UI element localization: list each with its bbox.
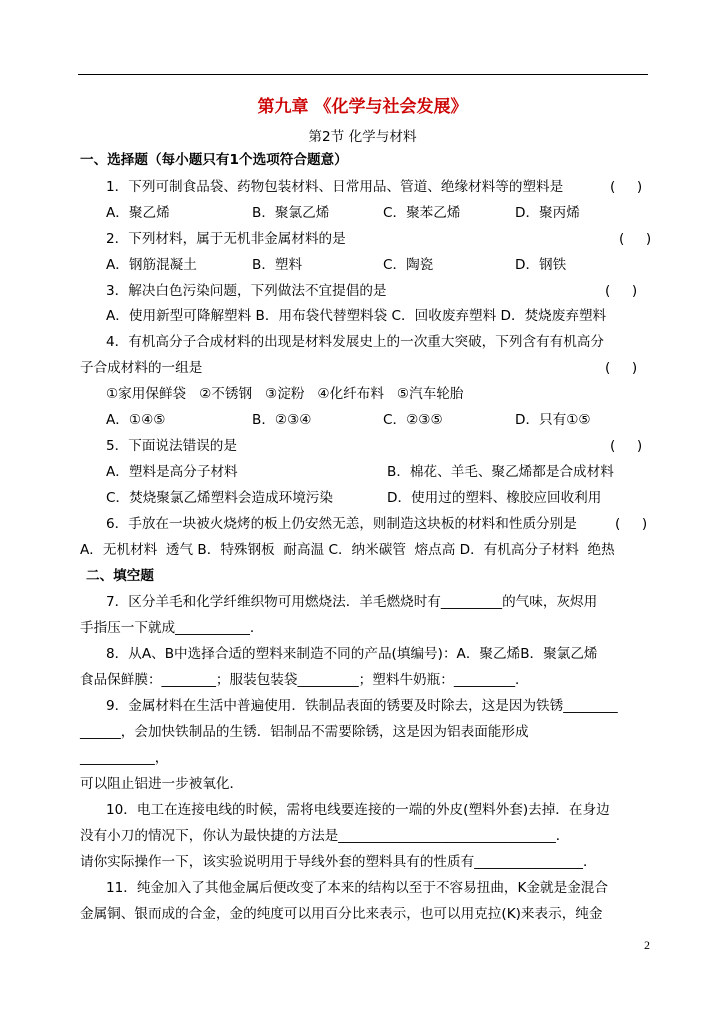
q11-line2: 金属铜、银而成的合金，金的纯度可以用百分比来表示，也可以用克拉(K)来表示，纯金 bbox=[80, 906, 603, 922]
q10-line3: 请你实际操作一下，该实验说明用于导线外套的塑料具有的性质有________________． bbox=[80, 854, 597, 870]
q2-option-c: C．陶瓷 bbox=[383, 257, 434, 273]
q6-answer-bracket: ( ) bbox=[615, 516, 648, 532]
q5-option-d: D．使用过的塑料、橡胶应回收利用 bbox=[387, 490, 602, 506]
header-rule bbox=[78, 74, 648, 75]
q1-option-b: B．聚氯乙烯 bbox=[252, 205, 330, 221]
section-subtitle: 第2节 化学与材料 bbox=[308, 129, 417, 145]
q4-option-b: B．②③④ bbox=[252, 412, 312, 428]
q10-line1: 10．电工在连接电线的时候，需将电线要连接的一端的外皮(塑料外套)去掉．在身边 bbox=[106, 802, 610, 818]
q4-stem-line1: 4．有机高分子合成材料的出现是材料发展史上的一次重大突破，下列含有有机高分 bbox=[106, 334, 605, 350]
fill-section-heading: 二、填空题 bbox=[86, 568, 154, 584]
q4-answer-bracket: ( ) bbox=[605, 360, 638, 376]
q5-option-c: C．焚烧聚氯乙烯塑料会造成环境污染 bbox=[106, 490, 333, 506]
q4-option-c: C．②③⑤ bbox=[383, 412, 443, 428]
q6-stem: 6．手放在一块被火烧烤的板上仍安然无恙，则制造这块板的材料和性质分别是 bbox=[106, 516, 577, 532]
q8-line1: 8．从A、B中选择合适的塑料来制造不同的产品(填编号)：A．聚乙烯B．聚氯乙烯 bbox=[106, 646, 598, 662]
q3-answer-bracket: ( ) bbox=[605, 283, 638, 299]
q3-options: A．使用新型可降解塑料 B．用布袋代替塑料袋 C．回收废弃塑料 D．焚烧废弃塑料 bbox=[106, 308, 607, 324]
q7-line2: 手指压一下就成___________． bbox=[80, 620, 264, 636]
q7-line1: 7．区分羊毛和化学纤维织物可用燃烧法．羊毛燃烧时有_________的气味，灰烬用 bbox=[106, 594, 598, 610]
q1-stem: 1．下列可制食品袋、药物包装材料、日常用品、管道、绝缘材料等的塑料是 bbox=[106, 179, 564, 195]
q1-option-c: C．聚苯乙烯 bbox=[383, 205, 461, 221]
q10-line2: 没有小刀的情况下，你认为最快捷的方法是________________________________． bbox=[80, 828, 570, 844]
q4-items: ①家用保鲜袋 ②不锈钢 ③淀粉 ④化纤布料 ⑤汽车轮胎 bbox=[106, 386, 464, 402]
q5-option-a: A．塑料是高分子材料 bbox=[106, 464, 238, 480]
q1-option-d: D．聚丙烯 bbox=[515, 205, 580, 221]
q9-line4: 可以阻止铝进一步被氧化． bbox=[80, 776, 244, 792]
q8-line2: 食品保鲜膜：________；服装包装袋_________；塑料牛奶瓶：_________． bbox=[80, 672, 529, 688]
q3-stem: 3．解决白色污染问题，下列做法不宜提倡的是 bbox=[106, 283, 387, 299]
choice-section-heading: 一、选择题（每小题只有1个选项符合题意） bbox=[80, 152, 348, 168]
q5-stem: 5．下面说法错误的是 bbox=[106, 438, 237, 454]
q2-option-a: A．钢筋混凝土 bbox=[106, 257, 197, 273]
page-number: 2 bbox=[644, 938, 650, 952]
q9-line2: ______，会加快铁制品的生锈．铝制品不需要除锈，这是因为铝表面能形成 bbox=[80, 724, 529, 740]
q1-answer-bracket: ( ) bbox=[610, 179, 643, 195]
q2-option-d: D．钢铁 bbox=[515, 257, 567, 273]
q4-stem-line2: 子合成材料的一组是 bbox=[80, 360, 203, 376]
q5-answer-bracket: ( ) bbox=[610, 438, 643, 454]
q11-line1: 11．纯金加入了其他金属后便改变了本来的结构以至于不容易扭曲，K金就是金混合 bbox=[106, 880, 608, 896]
q1-option-a: A．聚乙烯 bbox=[106, 205, 170, 221]
chapter-title: 第九章 《化学与社会发展》 bbox=[257, 97, 468, 117]
q2-option-b: B．塑料 bbox=[252, 257, 303, 273]
q4-option-a: A．①④⑤ bbox=[106, 412, 166, 428]
q5-option-b: B．棉花、羊毛、聚乙烯都是合成材料 bbox=[387, 464, 614, 480]
q2-stem: 2．下列材料，属于无机非金属材料的是 bbox=[106, 231, 346, 247]
q2-answer-bracket: ( ) bbox=[619, 231, 652, 247]
q4-option-d: D．只有①⑤ bbox=[515, 412, 591, 428]
q9-line3: ___________， bbox=[80, 750, 169, 766]
q6-options: A．无机材料 透气 B．特殊钢板 耐高温 C．纳米碳管 熔点高 D．有机高分子材料 绝热 bbox=[80, 542, 615, 558]
q9-line1: 9．金属材料在生活中普遍使用．铁制品表面的锈要及时除去，这是因为铁锈________ bbox=[106, 698, 618, 714]
